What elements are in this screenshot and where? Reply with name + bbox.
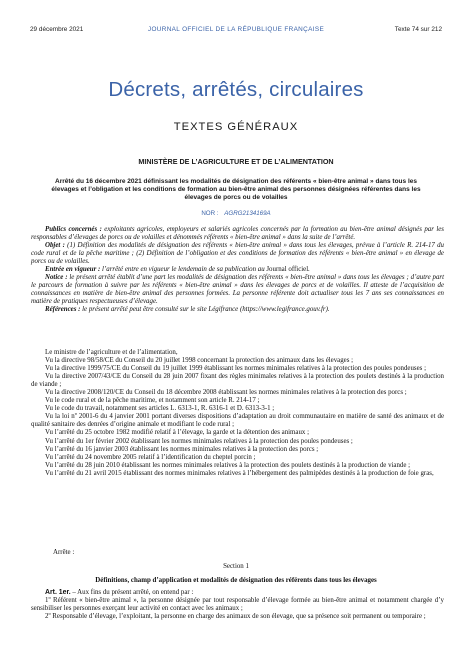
notice-text: le présent arrêté établit d’une part les modalités de désignation des référents « bien-être animal » dans tous les élevages ; d’autre part le parcours de formation à suivre par les référents « bien-être animal » dans les élevages de porcs et de volailles. Il atteste de l’acquisition de connaissances en matière de bien-être animal des personnes formées. La personne référente doit actualiser tous les 7 ans ses connaissances en matière de pratiques respectueuses d’élevage. bbox=[31, 274, 444, 306]
visa-line: Vu l’arrêté du 28 juin 2010 établissant les normes minimales relatives à la protection des poulets destinés à la production de viande ; bbox=[45, 461, 411, 469]
abstract-block bbox=[31, 226, 444, 315]
article-1-text: – Aux fins du présent arrêté, on entend par : bbox=[70, 589, 194, 596]
article-1 bbox=[31, 589, 444, 597]
entree-end: . bbox=[308, 266, 310, 274]
header-journal-title: JOURNAL OFFICIEL DE LA RÉPUBLIQUE FRANÇAISE bbox=[147, 26, 325, 33]
abstract-notice bbox=[31, 274, 444, 306]
article-1-item-2: 2º Responsable d’élevage, l’exploitant, la personne en charge des animaux de son élevage, que sa présence soit permanent ou temporaire ; bbox=[45, 613, 426, 621]
refs-label: Références : bbox=[45, 306, 81, 314]
section-heading: Définitions, champ d’application et modalités de désignation des référents dans tous les élevages bbox=[95, 577, 377, 584]
visa-line: Vu le code rural et de la pêche maritime, et notamment son article R. 214-17 ; bbox=[45, 397, 260, 405]
section-title: Décrets, arrêtés, circulaires bbox=[108, 78, 364, 101]
publics-text: exploitants agricoles, employeurs et salariés agricoles concernés par la formation au bien-être animal désignés par les responsables d’élevages de porcs ou de volailles et dénommés référents « bien-être animal » dans la suite de l’arrêté. bbox=[31, 226, 444, 242]
section-number: Section 1 bbox=[223, 563, 249, 570]
abstract-entree bbox=[31, 266, 444, 274]
article-1-label: Art. 1er. bbox=[45, 589, 71, 596]
entree-label: Entrée en vigueur : bbox=[45, 266, 101, 274]
visa-line: Vu la directive 2007/43/CE du Conseil du 28 juin 2007 fixant des règles minimales relatives à la protection des poulets destinés à la production de viande ; bbox=[31, 373, 444, 389]
ministry-name: MINISTÈRE DE L’AGRICULTURE ET DE L’ALIMENTATION bbox=[138, 157, 334, 166]
header-date: 29 décembre 2021 bbox=[30, 26, 84, 33]
nor-value: AGRG2134169A bbox=[224, 210, 271, 217]
visa-line: Vu la directive 98/58/CE du Conseil du 20 juillet 1998 concernant la protection des animaux dans les élevages ; bbox=[45, 357, 354, 365]
visas-block bbox=[31, 349, 444, 478]
objet-text: (1) Définition des modalités de désignation des référents « bien-être animal » dans tous les élevages, prévue à l’article R. 214-17 du code rural et de la pêche maritime ; (2) Définition de l’obligation et des conditions de formation des référents « bien-être animal » en élevage de porcs ou de volailles. bbox=[31, 242, 445, 266]
abstract-publics bbox=[31, 226, 444, 242]
subsection-title: TEXTES GÉNÉRAUX bbox=[173, 121, 299, 133]
refs-text: le présent arrêté peut être consulté sur le site Légifrance (https://www.legifrance.gouv.fr). bbox=[80, 306, 330, 314]
visa-line: Vu l’arrêté du 21 avril 2015 établissant des normes minimales relatives à l’hébergement des palmipèdes destinés à la production de foie gras, bbox=[45, 469, 434, 477]
abstract-objet bbox=[31, 242, 444, 266]
publics-label: Publics concernés : bbox=[45, 226, 102, 233]
article-1-item-1: 1º Référent « bien-être animal », la personne désignée par tout responsable d’élevage formée au bien-être animal et notamment chargée d’y sensibiliser les personnes exerçant leur activité en contact avec les animaux ; bbox=[31, 597, 444, 613]
nor-reference bbox=[0, 210, 472, 217]
decree-title: Arrêté du 16 décembre 2021 définissant les modalités de désignation des référents « bien-être animal » dans tous les élevages et l’obligation et les conditions de formation au bien-être animal des personnes désignées référentes dans les élevages de porcs ou de volailles bbox=[51, 178, 421, 202]
notice-label: Notice : bbox=[45, 274, 68, 282]
visa-line: Vu la loi nº 2001-6 du 4 janvier 2001 portant diverses dispositions d’adaptation au droit communautaire en matière de santé des animaux et de qualité sanitaire des denrées d’origine animale et modifiant le code rural ; bbox=[31, 413, 444, 429]
arrete-label: Arrête : bbox=[53, 549, 75, 556]
header-page-number: Texte 74 sur 212 bbox=[394, 26, 442, 33]
visa-line: Vu l’arrêté du 25 octobre 1982 modifié relatif à l’élevage, la garde et la détention des animaux ; bbox=[45, 429, 310, 437]
abstract-references bbox=[31, 306, 444, 314]
entree-journal: Journal officiel bbox=[266, 266, 309, 274]
visa-line: Vu l’arrêté du 16 janvier 2003 établissant les normes minimales relatives à la protection des porcs ; bbox=[45, 445, 319, 453]
visa-line: Vu l’arrêté du 1er février 2002 établissant les normes minimales relatives à la protection des poules pondeuses ; bbox=[45, 437, 353, 445]
objet-label: Objet : bbox=[45, 242, 65, 250]
page-header bbox=[30, 26, 442, 36]
visa-line: Le ministre de l’agriculture et de l’alimentation, bbox=[45, 349, 178, 356]
visa-line: Vu le code du travail, notamment ses articles L. 6313-1, R. 6316-1 et D. 6313-3-1 ; bbox=[45, 405, 275, 413]
visa-line: Vu l’arrêté du 24 novembre 2005 relatif à l’identification du cheptel porcin ; bbox=[45, 453, 256, 461]
articles-block bbox=[31, 589, 444, 621]
entree-text: l’arrêté entre en vigueur le lendemain de sa publication au bbox=[100, 266, 267, 274]
nor-label: NOR : bbox=[201, 210, 219, 217]
visa-line: Vu la directive 1999/75/CE du Conseil du 19 juillet 1999 établissant les normes minimales relatives à la protection des poules pondeuses ; bbox=[45, 365, 426, 373]
visa-line: Vu la directive 2008/120/CE du Conseil du 18 décembre 2008 établissant les normes minimales relatives à la protection des porcs ; bbox=[45, 389, 407, 397]
